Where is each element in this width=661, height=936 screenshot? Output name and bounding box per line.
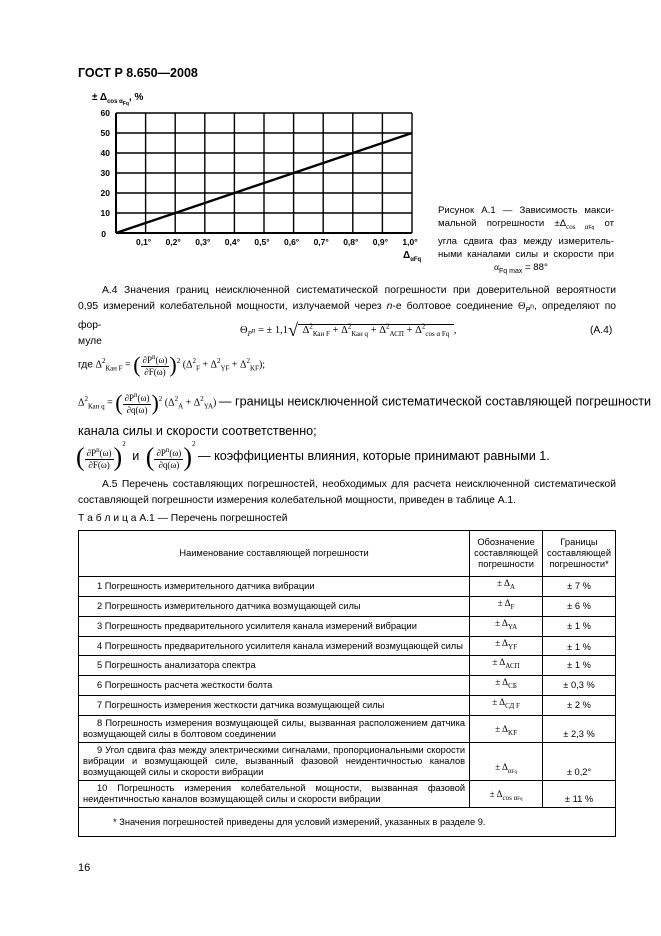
where-line-1: где $\Delta^2_{Кан F}$ = ( $\frac{\partial P^n(\omega)}{\partial F(\omega)}$ )$^2$ $(\Delta^2_F + \Delta^2_{YF} + \Delta^2_{KF})$; xyxy=(78,352,266,377)
paragraph-a5: А.5 Перечень составляющих погрешностей, необходимых для расчета неисключенной систематической составляющей погрешности измерения колебательной мощности, приведен в таблице А.1. xyxy=(78,479,616,506)
y-tick-label: 20 xyxy=(100,188,110,198)
x-tick-label: 0,8° xyxy=(343,237,359,247)
errors-table xyxy=(78,530,616,837)
table-header-row xyxy=(79,531,616,577)
y-tick-label: 40 xyxy=(100,148,110,158)
table-row xyxy=(79,716,616,743)
caption-line: $\alpha_{Fq max} = 88^\circ$ xyxy=(494,261,548,275)
row-limit: ± 0,2° xyxy=(543,743,616,781)
page-number: 16 xyxy=(78,862,91,874)
row-symbol: ± $\Delta_{\alpha Fq}$ xyxy=(470,743,543,781)
x-axis-label: $\Delta_{\alpha Fq}$ xyxy=(403,250,422,263)
table-row xyxy=(79,676,616,696)
row-limit: ± 2 % xyxy=(543,696,616,716)
x-tick-label: 0,5° xyxy=(254,237,270,247)
x-tick-label: 0,4° xyxy=(224,237,241,247)
header-name: Наименование составляющей погрешности xyxy=(79,531,470,577)
chart-x-ticks xyxy=(136,237,418,247)
figure-caption xyxy=(438,204,614,278)
row-limit: ± 6 % xyxy=(543,596,616,616)
row-symbol: ± $\Delta_{cos \alpha Fq}$ xyxy=(470,781,543,808)
x-tick-label: 0,7° xyxy=(313,237,329,247)
row-name: 2 Погрешность измерительного датчика возмущающей силы xyxy=(79,596,470,616)
row-symbol: ± $\Delta_{KF}$ xyxy=(470,716,543,743)
row-limit: ± 11 % xyxy=(543,781,616,808)
where-line-2: $\Delta^2_{Кан q}$ = ( $\frac{\partial P^n(\omega)}{\partial q(\omega)}$ )$^2$ $(\Delta^2_A + \Delta^2_{YA})$ — границы неисключенной систематической составляющей погрешности xyxy=(78,390,652,415)
x-tick-label: 0,3° xyxy=(195,237,211,247)
row-symbol: ± $\Delta_{СД F}$ xyxy=(470,696,543,716)
influence-coefficients: ( $\frac{\partial P^n(\omega)}{\partial F(\omega)}$ )$^2$ и ( $\frac{\partial P^n(\omega)}{\partial q(\omega)}$ )$^2$ — коэффициенты влияния, которые принимают равными 1. xyxy=(76,440,550,472)
x-tick-label: 0,9° xyxy=(372,237,389,247)
x-tick-label: 0,2° xyxy=(165,237,181,247)
row-symbol: ± $\Delta_A$ xyxy=(470,577,543,597)
row-name: 7 Погрешность измерения жесткости датчика возмущающей силы xyxy=(79,696,470,716)
table-footnote: * Значения погрешностей приведены для условий измерений, указанных в разделе 9. xyxy=(79,808,616,837)
caption-line: ными каналами силы и скорости при xyxy=(438,248,614,260)
y-tick-label: 30 xyxy=(100,168,110,178)
row-symbol: ± $\Delta_{СБ}$ xyxy=(470,676,543,696)
caption-line: мальной погрешности $\pm\Delta_{cos \alpha Fq}$ от xyxy=(438,218,615,231)
table-row xyxy=(79,696,616,716)
row-name: 1 Погрешность измерительного датчика вибрации xyxy=(79,577,470,597)
row-name: 8 Погрешность измерения возмущающей силы, вызванная расположением датчика возмущающей силы в болтовом соединении xyxy=(79,716,470,743)
row-symbol: ± $\Delta_{YA}$ xyxy=(470,616,543,636)
formula-a4: $\Theta_{P^n}$ = ± 1,1√ $\Delta^2_{Кан F} + \Delta^2_{Кан q} + \Delta^2_{АСП} + \Delta^2_{cos \alpha Fq}$ , xyxy=(240,320,457,340)
y-axis-label: ± $\Delta_{cos \alpha Fq}$, % xyxy=(92,92,144,107)
row-limit: ± 1 % xyxy=(543,656,616,676)
caption-line: угла сдвига фаз между измеритель- xyxy=(438,235,614,247)
row-limit: ± 1 % xyxy=(543,616,616,636)
x-tick-label: 1,0° xyxy=(402,237,418,247)
row-symbol: ± $\Delta_{АСП}$ xyxy=(470,656,543,676)
table-row xyxy=(79,743,616,781)
chart-y-ticks xyxy=(101,108,111,239)
paragraph-a4: А.4 Значения границ неисключенной систематической погрешности при доверительной вероятности 0,95 измерений колебательной мощности, излучаемой через n-е болтовое соединение $\Theta_{P^n}$, определяют по фор- муле xyxy=(78,285,616,347)
row-name: 6 Погрешность расчета жесткости болта xyxy=(79,676,470,696)
chart-grid xyxy=(116,113,412,233)
header-symbol: Обозначение составляющей погрешности xyxy=(470,531,543,577)
table-row xyxy=(79,781,616,808)
x-tick-label: 0,6° xyxy=(283,237,300,247)
x-tick-label: 0,1° xyxy=(135,237,152,247)
where-line-2-cont: канала силы и скорости соответственно; xyxy=(78,424,317,438)
row-symbol: ± $\Delta_{YF}$ xyxy=(470,636,543,656)
table-row xyxy=(79,616,616,636)
row-symbol: ± $\Delta_F$ xyxy=(470,596,543,616)
row-name: 9 Угол сдвига фаз между электрическими сигналами, пропорциональными скорости вибрации и возмущающей силе, вызванный фазовой неидентичностью каналов возмущающей силы и скорости вибрации xyxy=(79,743,470,781)
row-limit: ± 1 % xyxy=(543,636,616,656)
origin-label: 0 xyxy=(101,229,106,239)
table-row xyxy=(79,636,616,656)
row-limit: ± 7 % xyxy=(543,577,616,597)
formula-number: (А.4) xyxy=(590,325,613,336)
y-tick-label: 60 xyxy=(100,108,110,118)
row-name: 5 Погрешность анализатора спектра xyxy=(79,656,470,676)
caption-line: Рисунок А.1 — Зависимость макси- xyxy=(438,205,614,216)
row-name: 4 Погрешность предварительного усилителя канала измерений возмущающей силы xyxy=(79,636,470,656)
row-limit: ± 2,3 % xyxy=(543,716,616,743)
row-name: 10 Погрешность измерения колебательной мощности, вызванная фазовой неидентичностью каналов возмущающей силы и скорости вибрации xyxy=(79,781,470,808)
y-tick-label: 50 xyxy=(100,128,110,138)
table-row xyxy=(79,577,616,597)
table-footnote-row xyxy=(79,808,616,837)
table-caption: Т а б л и ц а А.1 — Перечень погрешностей xyxy=(78,513,288,524)
document-code: ГОСТ Р 8.650—2008 xyxy=(78,66,198,80)
table-row xyxy=(79,596,616,616)
header-limits: Границы составляющей погрешности* xyxy=(543,531,616,577)
row-limit: ± 0,3 % xyxy=(543,676,616,696)
dependency-chart xyxy=(70,86,440,266)
table-row xyxy=(79,656,616,676)
row-name: 3 Погрешность предварительного усилителя канала измерений вибрации xyxy=(79,616,470,636)
y-tick-label: 10 xyxy=(100,208,110,218)
